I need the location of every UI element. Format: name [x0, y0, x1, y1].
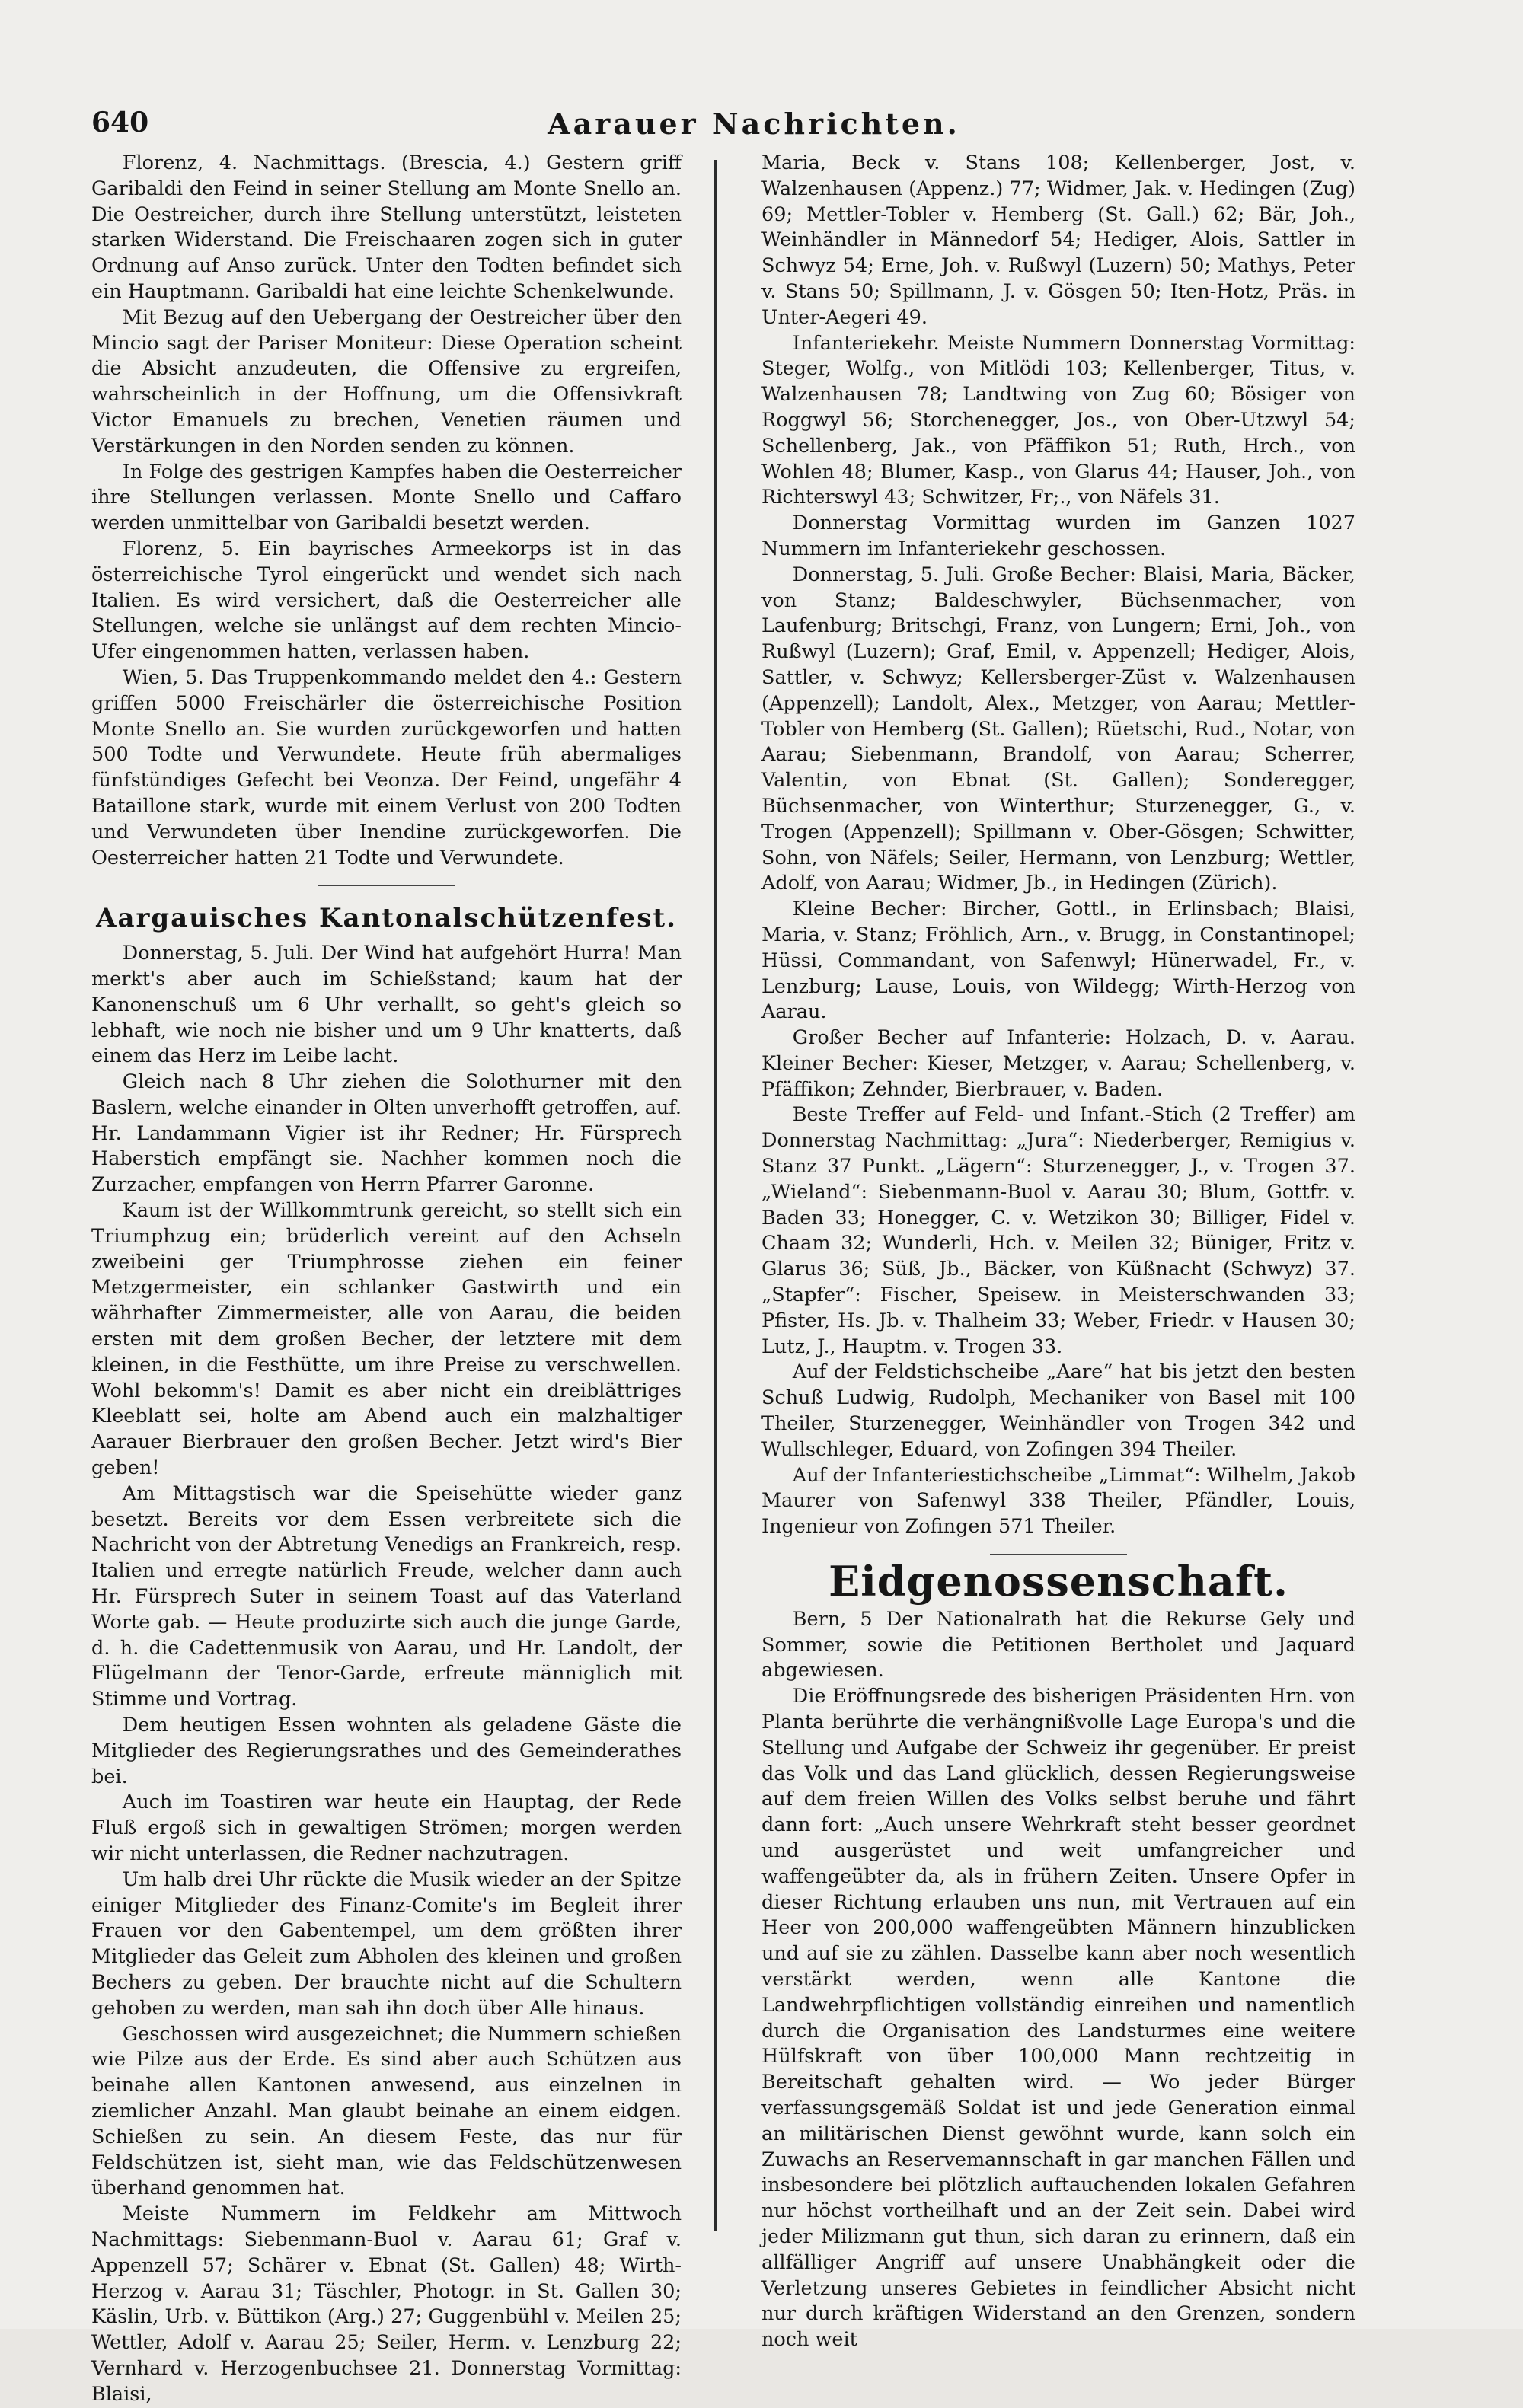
article-paragraph: Gleich nach 8 Uhr ziehen die Solothurner mit den Baslern, welche einander in Olten unverhofft getroffen, auf. Hr. Landammann Vigier ist ihr Redner; Hr. Fürsprech Haberstich empfängt sie. Nachher kommen noch die Zurzacher, empfangen von Herrn Pfarrer Garonne. [91, 1070, 682, 1197]
right-column [762, 151, 1355, 2353]
article-paragraph: Um halb drei Uhr rückte die Musik wieder an der Spitze einiger Mitglieder des Finanz-Comite's im Begleit ihrer Frauen vor den Gabentempel, um dem größten ihrer Mitglieder das Geleit zum Abholen des kleinen und großen Bechers zu geben. Der brauchte nicht auf die Schultern gehoben zu werden, man sah ihn doch über Alle hinaus. [91, 1867, 682, 2020]
article-paragraph: Geschossen wird ausgezeichnet; die Nummern schießen wie Pilze aus der Erde. Es sind aber auch Schützen aus beinahe allen Kantonen anwesend, aus einzelnen in ziemlicher Anzahl. Man glaubt beinahe an einem eidgen. Schießen zu sein. An diesem Feste, das nur für Feldschützen ist, sieht man, wie das Feldschützenwesen überhand genommen hat. [91, 2022, 682, 2200]
article-paragraph: Auch im Toastiren war heute ein Hauptag, der Rede Fluß ergoß sich in gewaltigen Strömen; morgen werden wir nicht unterlassen, die Redner nachzutragen. [91, 1791, 682, 1865]
article-paragraph: Mit Bezug auf den Uebergang der Oestreicher über den Mincio sagt der Pariser Moniteur: Diese Operation scheint die Absicht anzudeuten, die Offensive zu ergreifen, wahrscheinlich in der Hoffnung, um die Offensivkraft Victor Emanuels zu brechen, Venetien räumen und Verstärkungen in den Norden senden zu können. [91, 305, 682, 458]
article-paragraph: Maria, Beck v. Stans 108; Kellenberger, Jost, v. Walzenhausen (Appenz.) 77; Widmer, Jak. v. Hedingen (Zug) 69; Mettler-Tobler v. Hemberg (St. Gall.) 62; Bär, Joh., Weinhändler in Männedorf 54; Hediger, Alois, Sattler in Schwyz 54; Erne, Joh. v. Rußwyl (Luzern) 50; Mathys, Peter v. Stans 50; Spillmann, J. v. Gösgen 50; Iten-Hotz, Präs. in Unter-Aegeri 49. [762, 151, 1355, 329]
article-paragraph: Bern, 5 Der Nationalrath hat die Rekurse Gely und Sommer, sowie die Petitionen Bertholet und Jaquard abgewiesen. [762, 1607, 1355, 1682]
article-paragraph: Florenz, 5. Ein bayrisches Armeekorps ist in das österreichische Tyrol eingerückt und wendet sich nach Italien. Es wird versichert, daß die Oesterreicher alle Stellungen, welche sie unlängst auf dem rechten Mincio-Ufer eingenommen hatten, verlassen haben. [91, 537, 682, 664]
article-paragraph: In Folge des gestrigen Kampfes haben die Oesterreicher ihre Stellungen verlassen. Monte Snello und Caffaro werden unmittelbar von Garibaldi besetzt werden. [91, 460, 682, 535]
article-paragraph: Am Mittagstisch war die Speisehütte wieder ganz besetzt. Bereits vor dem Essen verbreitete sich die Nachricht von der Abtretung Venedigs an Frankreich, resp. Italien und erregte natürlich Freude, welcher dann auch Hr. Fürsprech Suter in seinem Toast auf das Vaterland Worte gab. — Heute produzirte sich auch die junge Garde, d. h. die Cadettenmusik von Aarau, und Hr. Landolt, der Flügelmann der Tenor-Garde, erfreute männiglich mit Stimme und Vortrag. [91, 1481, 682, 1711]
article-paragraph: Beste Treffer auf Feld- und Infant.-Stich (2 Treffer) am Donnerstag Nachmittag: „Jura“: Niederberger, Remigius v. Stanz 37 Punkt. „Lägern“: Sturzenegger, J., v. Trogen 37. „Wieland“: Siebenmann-Buol v. Aarau 30; Blum, Gottfr. v. Baden 33; Honegger, C. v. Wetzikon 30; Billiger, Fidel v. Chaam 32; Wunderli, Hch. v. Meilen 32; Büniger, Fritz v. Glarus 36; Süß, Jb., Bäcker, von Küßnacht (Schwyz) 37. „Stapfer“: Fischer, Speisew. in Meisterschwanden 33; Pfister, Hs. Jb. v. Thalheim 33; Weber, Friedr. v Hausen 30; Lutz, J., Hauptm. v. Trogen 33. [762, 1103, 1355, 1358]
article-paragraph: Florenz, 4. Nachmittags. (Brescia, 4.) Gestern griff Garibaldi den Feind in seiner Stellung am Monte Snello an. Die Oestreicher, durch ihre Stellung unterstützt, leisteten starken Widerstand. Die Freischaaren zogen sich in guter Ordnung auf Anso zurück. Unter den Todten befindet sich ein Hauptmann. Garibaldi hat eine leichte Schenkelwunde. [91, 151, 682, 303]
article-paragraph: Kaum ist der Willkommtrunk gereicht, so stellt sich ein Triumphzug ein; brüderlich vereint auf den Achseln zweibeini ger Triumphrosse ziehen ein feiner Metzgermeister, ein schlanker Gastwirth und ein währhafter Zimmermeister, alle von Aarau, die beiden ersten mit dem großen Becher, der letztere mit dem kleinen, in die Festhütte, um ihre Preise zu verschwellen. Wohl bekomm's! Damit es aber nicht ein dreiblättriges Kleeblatt sei, holte am Abend auch ein malzhaltiger Aarauer Bierbrauer den großen Becher. Jetzt wird's Bier geben! [91, 1199, 682, 1480]
article-paragraph: Donnerstag Vormittag wurden im Ganzen 1027 Nummern im Infanteriekehr geschossen. [762, 512, 1355, 560]
article-paragraph: Wien, 5. Das Truppenkommando meldet den 4.: Gestern griffen 5000 Freischärler die österreichische Position Monte Snello an. Sie wurden zurückgeworfen und hatten 500 Todte und Verwundete. Heute früh abermaliges fünfstündiges Gefecht bei Veonza. Der Feind, ungefähr 4 Bataillone stark, wurde mit einem Verlust von 200 Todten und Verwundeten über Inendine zurückgeworfen. Die Oesterreicher hatten 21 Todte und Verwundete. [91, 665, 682, 869]
article-paragraph: Meiste Nummern im Feldkehr am Mittwoch Nachmittags: Siebenmann-Buol v. Aarau 61; Graf v. Appenzell 57; Schärer v. Ebnat (St. Gallen) 48; Wirth-Herzog v. Aarau 31; Täschler, Photogr. in St. Gallen 30; Käslin, Urb. v. Büttikon (Arg.) 27; Guggenbühl v. Meilen 25; Wettler, Adolf v. Aarau 25; Seiler, Herm. v. Lenzburg 22; Vernhard v. Herzogenbuchsee 21. Donnerstag Vormittag: Blaisi, [91, 2202, 682, 2406]
left-column [91, 151, 682, 2408]
article-paragraph: Kleine Becher: Bircher, Gottl., in Erlinsbach; Blaisi, Maria, v. Stanz; Fröhlich, Arn., v. Brugg, in Constantinopel; Hüssi, Commandant, von Safenwyl; Hünerwadel, Fr., v. Lenzburg; Lause, Louis, von Wildegg; Wirth-Herzog von Aarau. [762, 898, 1355, 1024]
article-paragraph: Großer Becher auf Infanterie: Holzach, D. v. Aarau. Kleiner Becher: Kieser, Metzger, v. Aarau; Schellenberg, v. Pfäffikon; Zehnder, Bierbrauer, v. Baden. [762, 1026, 1355, 1101]
article-paragraph: Donnerstag, 5. Juli. Der Wind hat aufgehört Hurra! Man merkt's aber auch im Schießstand; kaum hat der Kanonenschuß um 6 Uhr verhallt, so geht's gleich so lebhaft, wie noch nie bisher und um 9 Uhr knatterts, daß einem das Herz im Leibe lacht. [91, 942, 682, 1068]
section-heading-eidgenossenschaft: Eidgenossenschaft. [829, 1557, 1288, 1606]
column-divider [714, 160, 717, 2231]
article-paragraph: Die Eröffnungsrede des bisherigen Präsidenten Hrn. von Planta berührte die verhängnißvolle Lage Europa's und die Stellung und Aufgabe der Schweiz ihr gegenüber. Er preist das Volk und das Land glücklich, dessen Regierungsweise auf dem freien Willen des Volks selbst beruhe und fährt dann fort: „Auch unsere Wehrkraft steht besser geordnet und ausgerüstet und weit umfangreicher und waffengeübter da, als in frühern Zeiten. Unsere Opfer in dieser Richtung erlauben uns nun, mit Vertrauen auf ein Heer von 200,000 waffengeübten Männern hinzublicken und auf sie zu zählen. Dasselbe kann aber noch wesentlich verstärkt werden, wenn alle Kantone die Landwehrpflichtigen vollständig einreihen und namentlich durch die Organisation des Landsturmes eine weitere Hülfskraft von über 100,000 Mann rechtzeitig in Bereitschaft gehalten wird. — Wo jeder Bürger verfassungsgemäß Soldat ist und jede Generation einmal an militärischen Dienst gewöhnt wurde, kann solch ein Zuwachs an Reservemannschaft in gar manchen Fällen und insbesondere bei plötzlich auftauchenden lokalen Gefahren nur höchst vortheilhaft und an der Zeit sein. Dabei wird jeder Milizmann gut thun, sich daran zu erinnern, daß ein allfälliger Angriff auf unsere Unabhängkeit oder die Verletzung unseres Gebietes in feindlicher Absicht nicht nur durch kräftigen Widerstand an den Grenzen, sondern noch weit [762, 1685, 1355, 2352]
masthead-title: Aarauer Nachrichten. [548, 107, 960, 141]
article-paragraph: Dem heutigen Essen wohnten als geladene Gäste die Mitglieder des Regierungsrathes und des Gemeinderathes bei. [91, 1714, 682, 1788]
section-heading-schuetzenfest: Aargauisches Kantonalschützenfest. [96, 903, 677, 934]
article-paragraph: Donnerstag, 5. Juli. Große Becher: Blaisi, Maria, Bäcker, von Stanz; Baldeschwyler, Büchsenmacher, von Laufenburg; Britschgi, Franz, von Lungern; Erni, Joh., von Rußwyl (Luzern); Graf, Emil, v. Appenzell; Hediger, Alois, Sattler, v. Schwyz; Kellersberger-Züst v. Walzenhausen (Appenzell); Landolt, Alex., Metzger, von Aarau; Mettler-Tobler von Hemberg (St. Gallen); Rüetschi, Rud., Notar, von Aarau; Siebenmann, Brandolf, von Aarau; Scherrer, Valentin, von Ebnat (St. Gallen); Sonderegger, Büchsenmacher, von Winterthur; Sturzenegger, G., v. Trogen (Appenzell); Spillmann v. Ober-Gösgen; Schwitter, Sohn, von Näfels; Seiler, Hermann, von Lenzburg; Wettler, Adolf, von Aarau; Widmer, Jb., in Hedingen (Zürich). [762, 563, 1355, 895]
page-header [91, 107, 1416, 152]
article-paragraph: Auf der Feldstichscheibe „Aare“ hat bis jetzt den besten Schuß Ludwig, Rudolph, Mechaniker von Basel mit 100 Theiler, Sturzenegger, Weinhändler von Trogen 342 und Wullschleger, Eduard, von Zofingen 394 Theiler. [762, 1360, 1355, 1461]
article-paragraph: Auf der Infanteriestichscheibe „Limmat“: Wilhelm, Jakob Maurer von Safenwyl 338 Theiler, Pfändler, Louis, Ingenieur von Zofingen 571 Theiler. [762, 1463, 1355, 1539]
page-number: 640 [91, 107, 149, 139]
section-divider [318, 885, 455, 886]
section-divider [990, 1554, 1127, 1555]
article-paragraph: Infanteriekehr. Meiste Nummern Donnerstag Vormittag: Steger, Wolfg., von Mitlödi 103; Kellenberger, Titus, v. Walzenhausen 78; Landtwing von Zug 60; Bösiger von Roggwyl 56; Storchenegger, Jos., von Ober-Utzwyl 54; Schellenberg, Jak., von Pfäffikon 51; Ruth, Hrch., von Wohlen 48; Blumer, Kasp., von Glarus 44; Hauser, Joh., von Richterswyl 43; Schwitzer, Fr;., von Näfels 31. [762, 331, 1355, 509]
